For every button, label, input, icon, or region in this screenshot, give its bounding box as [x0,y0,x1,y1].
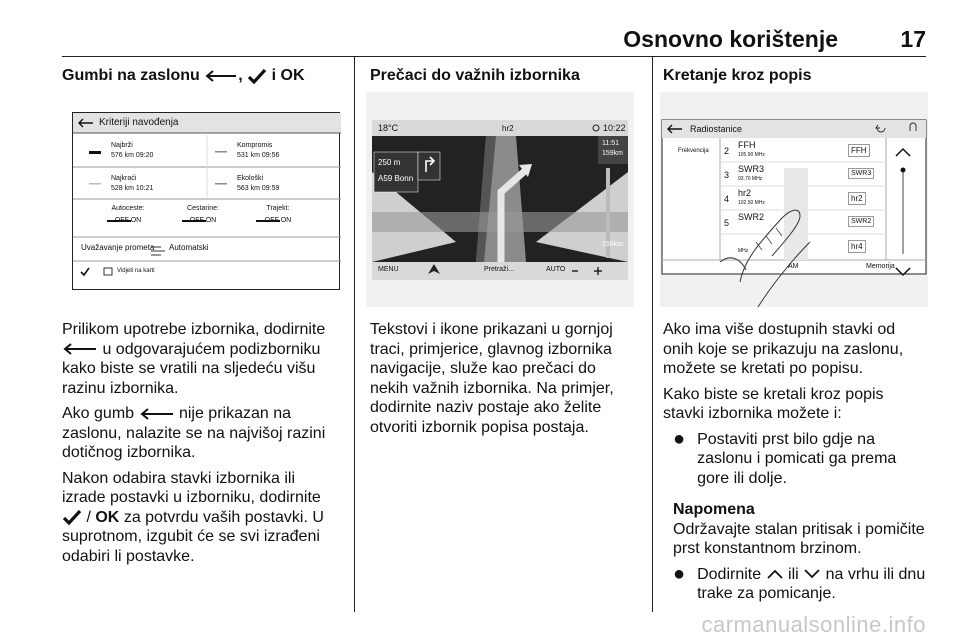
paragraph: Prilikom upotrebe izbornika, dodirnite u odgovarajućem podizborniku kako biste se vratili na sljedeću višu razinu izbornika. [62,321,326,397]
column-divider [652,56,653,612]
checkmark-icon [62,509,82,525]
chevron-up-icon [766,568,784,580]
back-arrow-icon [204,69,238,83]
section-heading: Kretanje kroz popis [663,67,812,84]
screen-title: Radiostanice [690,124,743,134]
back-arrow-icon [62,342,98,356]
station-button[interactable]: hr2 [848,192,866,205]
menu-button[interactable]: MENU [378,266,399,273]
note-text: Održavajte stalan pritisak i pomičite prst konstantnom brzinom. [673,520,925,557]
toggle-tolls[interactable]: Cestarine: OFF ON [187,205,219,224]
paragraph: Tekstovi i ikone prikazani u gornjoj traci, primjerice, glavnog izbornika navigacije, služe kao prečaci do nekih važnih izbornika. Na primjer, dodirnite naziv postaje ako želite otvoriti izbornik popisa postaja. [370,321,614,436]
header-rule [62,56,926,57]
chevron-down-icon [803,568,821,580]
list-item[interactable]: 2 FFH 105.90 MHz FFH [722,140,882,164]
frequency-button[interactable]: Frekvencija [678,148,709,154]
back-arrow-icon [139,407,175,421]
list-item[interactable]: 5 SWR2 SWR2 [722,212,882,236]
page-header [623,26,926,53]
list-item: ● Postaviti prst bilo gdje na zaslonu i pomicati ga prema gore ili dolje. [673,427,897,487]
view-on-map-button[interactable]: Vidjeti na karti [117,268,155,274]
screen-radio-stations [660,92,928,307]
route-option[interactable]: Kompromis 531 km 09:56 [237,142,280,159]
clock: 10:22 [603,123,626,133]
traffic-label: Uvažavanje prometa [81,243,155,252]
temperature: 18°C [378,123,399,133]
screen-title: Kriteriji navođenja [99,117,179,128]
turn-distance: 250 m [378,158,401,167]
section-heading: Prečaci do važnih izbornika [370,67,580,84]
column-1 [62,66,342,86]
watermark: carmanualsonline.info [701,612,926,637]
checkmark-icon [247,68,267,84]
route-option[interactable]: Najkraći 528 km 10:21 [111,175,154,192]
paragraph: Ako gumb nije prikazan na zaslonu, nalazite se na najvišoj razini dotičnog izbornika. [62,405,326,461]
list-item[interactable]: MHz hr4 [722,236,882,260]
bullet-icon: ● [673,562,686,585]
toggle-ferries[interactable]: Trajekt: OFF ON [264,205,292,224]
eta-distance: 159km [602,150,624,157]
road-name: A59 Bonn [378,174,414,183]
screen-navigation-map [366,92,634,307]
section-heading: Gumbi na zaslonu , i OK [62,67,305,84]
remaining-distance: 159km [602,241,624,248]
toggle-motorways[interactable]: Autoceste: OFF ON [111,205,145,224]
page-number: 17 [900,26,926,52]
search-button[interactable]: Pretraži... [484,266,514,273]
list-item[interactable]: 3 SWR3 93.70 MHz SWR3 [722,164,882,188]
station-button[interactable]: SWR2 [848,216,874,227]
note-heading: Napomena [673,501,755,518]
column-2 [370,66,638,86]
screen-navigation-criteria [72,112,340,290]
paragraph: Ako ima više dostupnih stavki od onih koje se prikazuju na zaslonu, možete se kretati po popisu. [663,321,904,377]
traffic-value[interactable]: Automatski [169,243,209,252]
paragraph: Kako biste se kretali kroz popis stavki izbornika možete i: [663,385,884,422]
route-option[interactable]: Ekološki 563 km 09:59 [237,175,280,192]
column-2-text [370,320,638,443]
memory-button[interactable]: Memorija [866,263,895,270]
station-button[interactable]: FFH [848,144,870,157]
auto-zoom-button[interactable]: AUTO [546,266,566,273]
column-3-text [663,320,927,610]
station-shortcut[interactable]: hr2 [502,124,514,133]
column-divider [354,56,355,612]
station-button[interactable]: SWR3 [848,168,874,179]
station-list[interactable] [722,140,882,260]
list-item: ● Dodirnite ili na vrhu ili dnu trake za pomicanje. [673,562,926,602]
eta-time: 11:51 [602,140,619,147]
column-3 [663,66,927,86]
bullet-icon: ● [673,427,686,450]
column-1-text [62,320,342,572]
paragraph: Nakon odabira stavki izbornika ili izrade postavki u izborniku, dodirnite / OK za potvrdu vaših postavki. U suprotnom, izgubit će se svi izrađeni odabiri li postavke. [62,469,324,565]
am-button[interactable]: AM [788,263,799,270]
page-title: Osnovno korištenje [623,26,839,52]
list-item[interactable]: 4 hr2 102.50 MHz hr2 [722,188,882,212]
route-option[interactable]: Najbrži 576 km 09:20 [111,142,154,159]
station-button[interactable]: hr4 [848,240,866,253]
